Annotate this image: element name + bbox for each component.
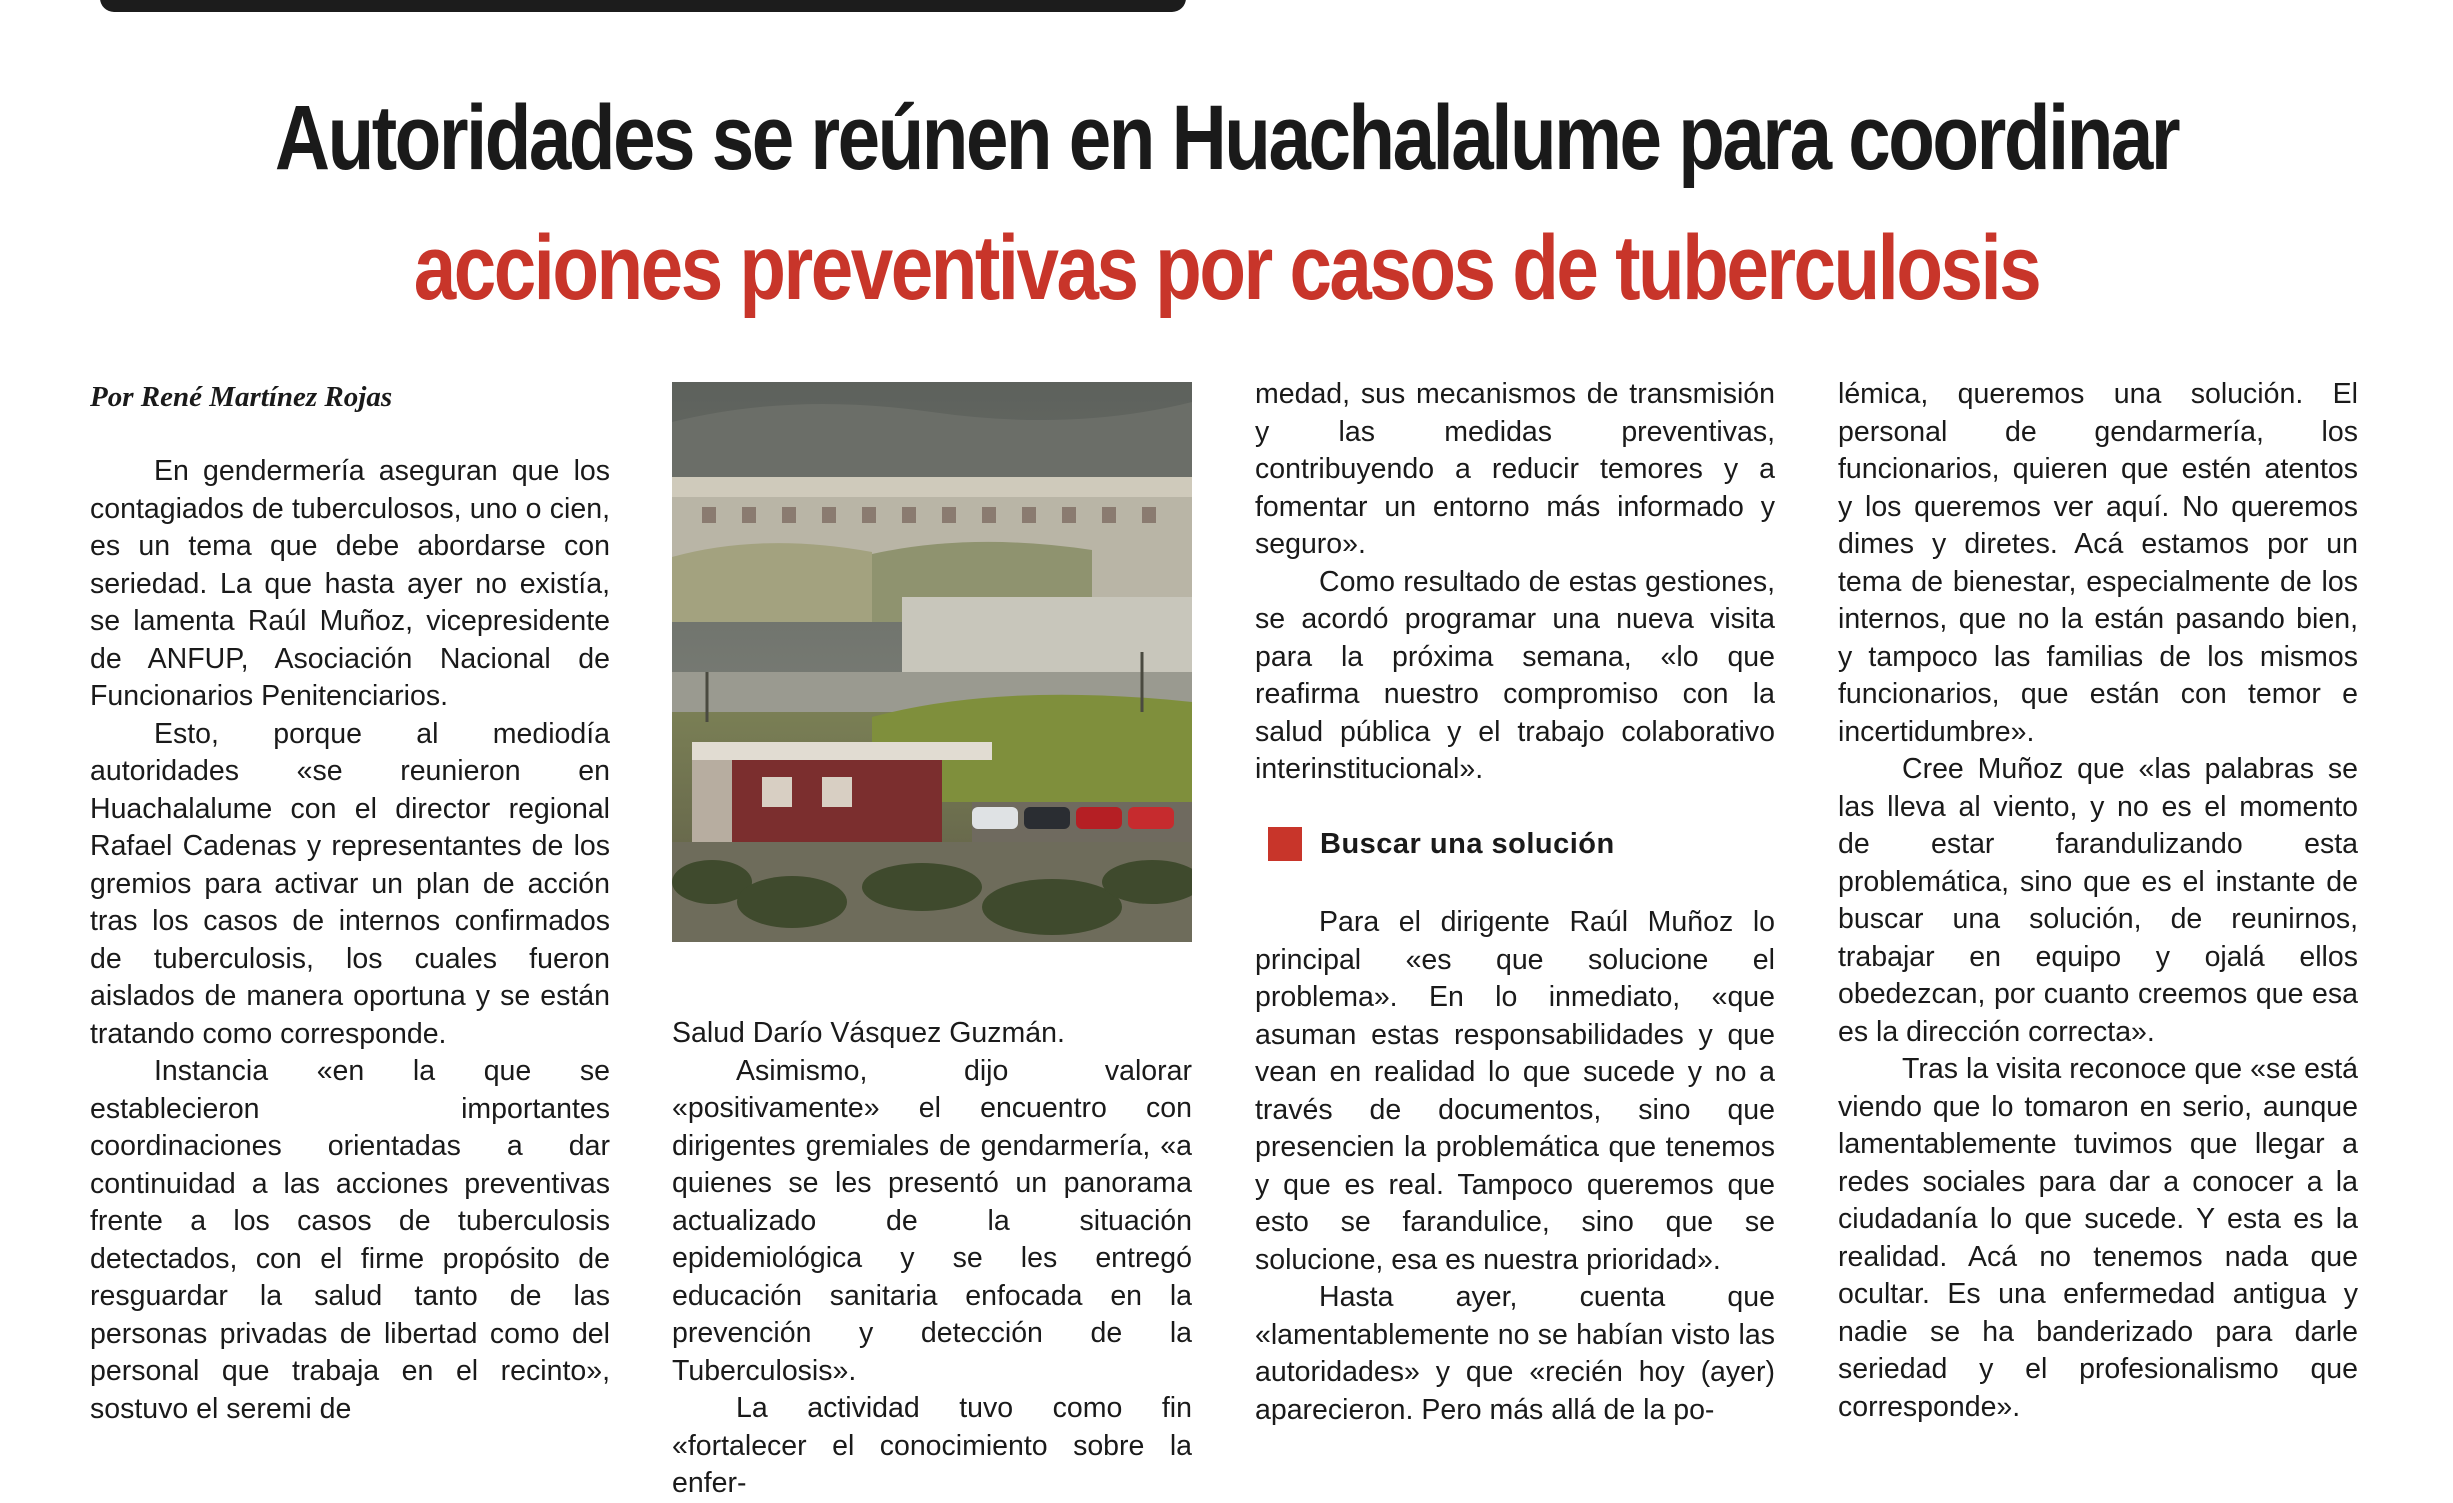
paragraph: Como resultado de estas gestiones, se acordó programar una nueva visita para la próxima semana, «lo que reafirma nuestro compromiso con la salud pública y el trabajo colaborativo interinstitucional».: [1255, 565, 1775, 785]
prison-photo: [672, 382, 1192, 942]
paragraph: Instancia «en la que se establecieron importantes coordinaciones orientadas a dar continuidad a las acciones preventivas frente a los casos de tuberculosis detectados, con el firme propósito de resguardar la salud tanto de las personas privadas de libertad como del personal que trabaja en el recinto», sostuvo el seremi de: [90, 1055, 610, 1425]
paragraph: Esto, porque al mediodía autoridades «se reunieron en Huachalalume con el director regional Rafael Cadenas y representantes de los gremios para activar un plan de acción tras los casos de internos confirmados de tuberculosis, los cuales fueron aislados de manera oportuna y se están tratando como corresponde.: [90, 717, 610, 1050]
headline-line-1: Autoridades se reúnen en Huachalalume para coordinar: [274, 87, 2179, 189]
paragraph: Para el dirigente Raúl Muñoz lo principal «es que solucione el problema». En lo inmediato, «que asuman estas responsabilidades y que vean en realidad lo que sucede y no a través de documentos, sino que presencien la problemática que tenemos y que es real. Tampoco queremos que esto se farandulice, sino que se solucione, esa es nuestra prioridad».: [1255, 906, 1775, 1276]
paragraph: En gendermería aseguran que los contagiados de tuberculosos, uno o cien, es un tema que debe abordarse con seriedad. La que hasta ayer no existía, se lamenta Raúl Muñoz, vicepresidente de ANFUP, Asociación Nacional de Funcionarios Penitenciarios.: [90, 455, 610, 712]
prison-photo-icon: [672, 382, 1192, 942]
paragraph: medad, sus mecanismos de transmisión y las medidas preventivas, contribuyendo a reducir temores y a fomentar un entorno más informado y seguro».: [1255, 378, 1775, 560]
headline-line-2: acciones preventivas por casos de tuberculosis: [413, 217, 2040, 319]
column-3-top: [1255, 376, 1775, 789]
paragraph: La actividad tuvo como fin «fortalecer el conocimiento sobre la enfer-: [672, 1392, 1192, 1499]
column-1: [90, 453, 610, 1428]
subheading-text: Buscar una solución: [1320, 827, 1615, 860]
paragraph: Salud Darío Vásquez Guzmán.: [672, 1017, 1065, 1049]
paragraph: Tras la visita reconoce que «se está viendo que lo tomaron en serio, aunque lamentablemente tuvimos que llegar a redes sociales para dar a conocer a la ciudadanía lo que sucede. Y esta es la realidad. Acá no tenemos nada que ocultar. Es una enfermedad antigua y nadie se ha banderizado para darle seriedad y el profesionalismo que corresponde».: [1838, 1053, 2358, 1423]
subheading: [1268, 826, 1615, 862]
column-3-bottom: [1255, 904, 1775, 1429]
paragraph: Asimismo, dijo valorar «positivamente» el encuentro con dirigentes gremiales de gendarmería, «a quienes se les presentó un panorama actualizado de la situación epidemiológica y se les entregó educación sanitaria enfocada en la prevención y detección de la Tuberculosis».: [672, 1054, 1192, 1387]
column-4: [1838, 376, 2358, 1426]
top-decorative-bar: [100, 0, 1186, 12]
red-square-icon: [1268, 827, 1302, 861]
paragraph: lémica, queremos una solución. El personal de gendarmería, los funcionarios, quieren que estén atentos y los queremos ver aquí. No queremos dimes y diretes. Acá estamos por un tema de bienestar, especialmente de los internos, que no la están pasando bien, y tampoco las familias de los mismos funcionarios, que están con temor e incertidumbre».: [1838, 378, 2358, 748]
byline: Por René Martínez Rojas: [90, 381, 393, 413]
paragraph: Hasta ayer, cuenta que «lamentablemente no se habían visto las autoridades» y que «recién hoy (ayer) aparecieron. Pero más allá de la po-: [1255, 1281, 1775, 1426]
paragraph: Cree Muñoz que «las palabras se las lleva al viento, y no es el momento de estar farandulizando esta problemática, sino que es el instante de buscar una solución, de reunirnos, trabajar en equipo y ojalá ellos obedezcan, por cuanto creemos que esa es la dirección correcta».: [1838, 753, 2358, 1048]
column-2: [672, 1015, 1192, 1503]
